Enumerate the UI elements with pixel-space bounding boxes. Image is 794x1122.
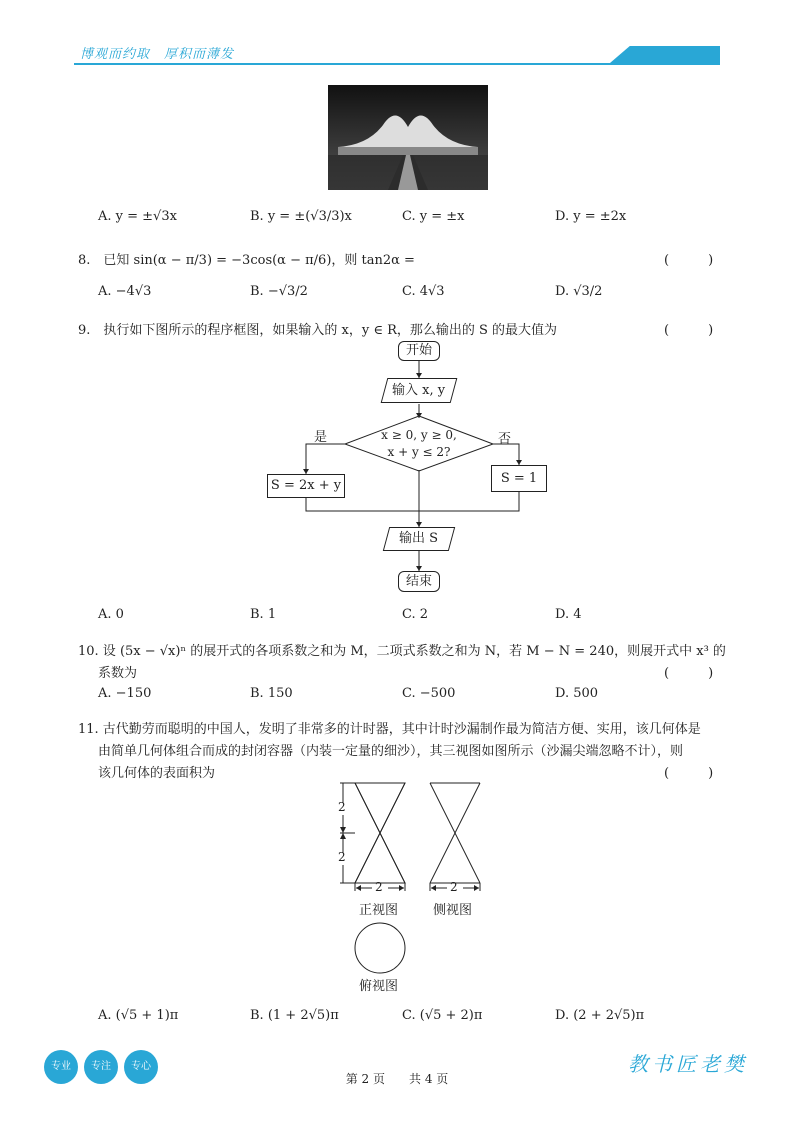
flow-condition-line2: x + y ≤ 2? <box>387 445 451 459</box>
header-slogan: 博观而约取 厚积而薄发 <box>80 47 235 62</box>
flow-no-box: S = 1 <box>491 465 547 492</box>
q9-stem: 9. 执行如下图所示的程序框图，如果输入的 x，y ∈ R，那么输出的 S 的最大值为 <box>78 323 558 338</box>
q7-option-b: B. y = ±(√3/3)x <box>250 209 352 224</box>
q11-option-b: B. (1 + 2√5)π <box>250 1008 339 1023</box>
q11-answer-paren: ( ) <box>664 766 714 781</box>
brand-logo: 教书匠老樊 <box>628 1052 748 1076</box>
q11-option-d: D. (2 + 2√5)π <box>555 1008 645 1023</box>
q8-option-a: A. −4√3 <box>98 284 152 299</box>
q9-option-c: C. 2 <box>402 607 429 622</box>
q8-option-c: C. 4√3 <box>402 284 445 299</box>
q8-option-d: D. √3/2 <box>555 284 603 299</box>
dim-label-side: 2 <box>450 880 458 894</box>
q9-answer-paren: ( ) <box>664 323 714 338</box>
page-number: 第 2 页 共 4 页 <box>345 1072 449 1086</box>
footer-badge-3: 专心 <box>124 1050 158 1084</box>
dim-label-top: 2 <box>338 800 346 814</box>
footer-badge-1: 专业 <box>44 1050 78 1084</box>
dim-label-bottom: 2 <box>338 850 346 864</box>
q11-stem-line3: 该几何体的表面积为 <box>98 766 216 781</box>
q10-stem-line1: 10. 设 (5x − √x)ⁿ 的展开式的各项系数之和为 M，二项式系数之和为 N，若 M − N = 240，则展开式中 x³ 的 <box>78 644 726 659</box>
q7-option-a: A. y = ±√3x <box>98 209 177 224</box>
q11-option-a: A. (√5 + 1)π <box>98 1008 179 1023</box>
q7-option-d: D. y = ±2x <box>555 209 627 224</box>
side-view-label: 侧视图 <box>433 903 473 918</box>
q10-answer-paren: ( ) <box>664 666 714 681</box>
q8-option-b: B. −√3/2 <box>250 284 308 299</box>
q10-stem-line2: 系数为 <box>98 666 138 681</box>
q9-option-a: A. 0 <box>98 607 124 622</box>
q8-stem: 8. 已知 sin(α − π/3) = −3cos(α − π/6)，则 tan2α = <box>78 253 415 268</box>
flow-output <box>383 527 455 551</box>
front-view-label: 正视图 <box>359 903 399 918</box>
dim-label-front: 2 <box>375 880 383 894</box>
footer-badge-2: 专注 <box>84 1050 118 1084</box>
flow-no-label: 否 <box>498 432 512 447</box>
flow-output-label: 输出 S <box>399 531 439 546</box>
q10-option-d: D. 500 <box>555 686 599 701</box>
flow-yes-box: S = 2x + y <box>267 474 345 498</box>
flow-end: 结束 <box>398 571 440 592</box>
q7-option-c: C. y = ±x <box>402 209 465 224</box>
flow-input-label: 输入 x, y <box>392 383 446 398</box>
q10-option-b: B. 150 <box>250 686 293 701</box>
q9-option-d: D. 4 <box>555 607 582 622</box>
q11-stem-line2: 由简单几何体组合而成的封闭容器（内装一定量的细沙），其三视图如图所示（沙漏尖端忽略不计），则 <box>98 744 684 759</box>
flow-input <box>381 378 458 403</box>
q10-option-c: C. −500 <box>402 686 456 701</box>
q9-option-b: B. 1 <box>250 607 277 622</box>
flow-start: 开始 <box>398 341 440 361</box>
q11-stem-line1: 11. 古代勤劳而聪明的中国人，发明了非常多的计时器，其中计时沙漏制作最为简洁方便、实用，该几何体是 <box>78 722 701 737</box>
flow-yes-label: 是 <box>314 430 328 445</box>
q8-answer-paren: ( ) <box>664 253 714 268</box>
flow-condition-line1: x ≥ 0, y ≥ 0, <box>381 428 457 442</box>
q11-option-c: C. (√5 + 2)π <box>402 1008 483 1023</box>
top-view-label: 俯视图 <box>359 979 399 994</box>
q10-option-a: A. −150 <box>98 686 152 701</box>
